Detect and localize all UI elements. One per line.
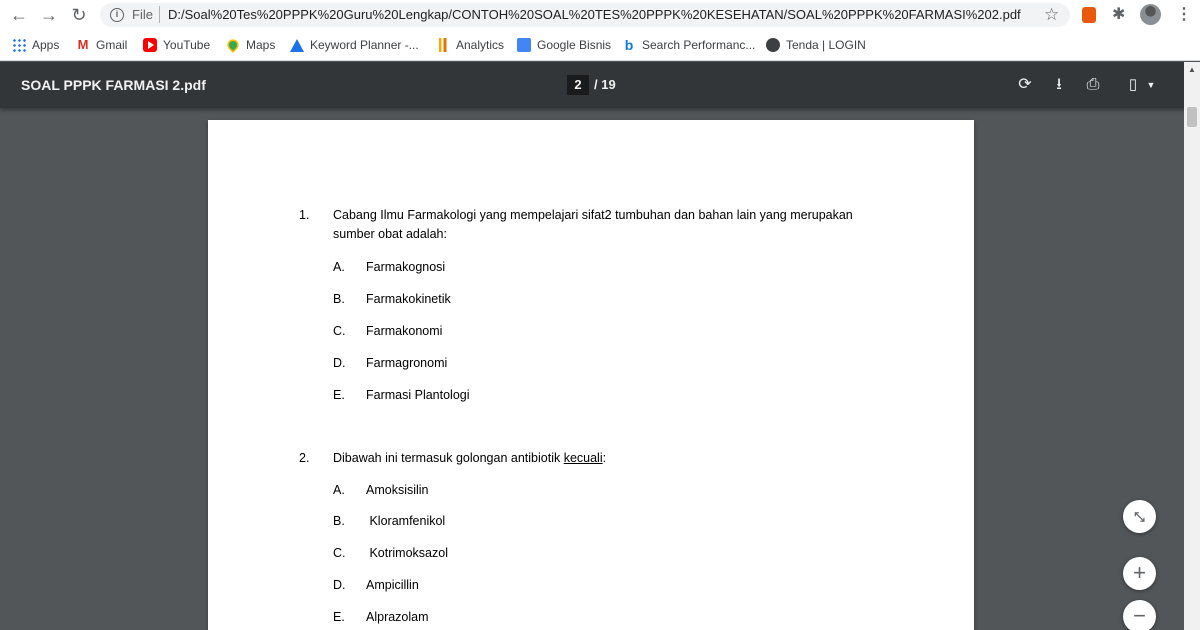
bookmark-label: Gmail	[96, 38, 128, 52]
rotate-icon[interactable]: ⟳	[1018, 76, 1032, 93]
option-letter: E.	[333, 610, 345, 624]
page-total: / 19	[594, 77, 616, 92]
bookmark-star-icon[interactable]: ☆	[1044, 5, 1060, 24]
globe-icon	[766, 38, 780, 52]
page-number-input[interactable]: 2	[567, 75, 589, 95]
download-icon[interactable]: ⭳	[1056, 76, 1062, 93]
pdf-title: SOAL PPPK FARMASI 2.pdf	[21, 77, 206, 93]
extension-icon[interactable]	[1082, 7, 1096, 23]
option-letter: D.	[333, 356, 346, 370]
kebab-menu-icon[interactable]: ⋮	[1176, 6, 1192, 23]
fit-to-page-button[interactable]	[1123, 500, 1156, 533]
pdf-page	[208, 120, 974, 630]
url-scheme: File	[132, 7, 153, 22]
bookmark-youtube[interactable]	[143, 37, 210, 53]
bookmark-maps[interactable]	[226, 37, 275, 53]
bing-icon: b	[624, 37, 634, 53]
puzzle-extensions-icon[interactable]: ✱	[1112, 6, 1126, 23]
option-letter: E.	[333, 388, 345, 402]
url-text[interactable]: D:/Soal%20Tes%20PPPK%20Guru%20Lengkap/CONTOH%20SOAL%20TES%20PPPK%20KESEHATAN/SOAL%20PPPK%20FARMASI%202.pdf	[168, 7, 1021, 22]
forward-arrow-icon[interactable]: →	[40, 5, 58, 25]
bookmark-label: Maps	[246, 38, 276, 52]
analytics-icon	[436, 38, 450, 52]
info-icon[interactable]: i	[110, 8, 124, 22]
apps-grid-icon	[12, 38, 26, 52]
bookmark-tenda[interactable]	[766, 37, 866, 53]
bookmark-search-performance[interactable]	[622, 37, 755, 53]
back-arrow-icon[interactable]: ←	[10, 5, 28, 25]
bookmark-label: Apps	[32, 38, 60, 52]
bookmarks-bar	[0, 30, 1200, 61]
option-text: Kloramfenikol	[366, 514, 446, 528]
option-letter: A.	[333, 260, 345, 274]
bookmark-gmail[interactable]	[76, 37, 127, 53]
question-text	[333, 206, 893, 244]
gmail-icon: M	[77, 37, 89, 52]
bookmark-icon[interactable]: ▯	[1128, 76, 1138, 93]
bookmark-label: Google Bisnis	[537, 38, 612, 52]
google-business-icon	[517, 38, 531, 52]
bookmark-label: Analytics	[456, 38, 505, 52]
bookmark-apps[interactable]	[12, 37, 59, 53]
bookmark-label: Search Performanc...	[642, 38, 756, 52]
question-text-line: Cabang Ilmu Farmakologi yang mempelajari sifat2 tumbuhan dan bahan lain yang merupakan	[333, 208, 853, 222]
option-letter: B.	[333, 514, 345, 528]
address-bar[interactable]	[100, 3, 1070, 27]
browser-toolbar	[0, 0, 1200, 30]
pdf-toolbar	[0, 62, 1200, 108]
bookmark-label: YouTube	[163, 38, 211, 52]
print-icon[interactable]: ⎙	[1086, 76, 1100, 93]
bookmark-google-bisnis[interactable]	[517, 37, 611, 53]
question-text-underlined: kecuali	[563, 451, 603, 465]
bookmark-keyword-planner[interactable]	[290, 37, 419, 53]
scrollbar[interactable]	[1184, 62, 1200, 630]
chevron-down-icon[interactable]: ▼	[1146, 80, 1156, 90]
zoom-out-button[interactable]: −	[1123, 600, 1156, 630]
question-text-suffix: :	[602, 451, 607, 465]
option-text: Kotrimoksazol	[366, 546, 448, 560]
zoom-in-button[interactable]: +	[1123, 557, 1156, 590]
bookmark-label: Tenda | LOGIN	[786, 38, 866, 52]
maps-icon	[225, 37, 241, 53]
google-ads-icon	[290, 39, 304, 52]
bookmark-analytics[interactable]	[436, 37, 504, 53]
option-text: Farmasi Plantologi	[366, 388, 470, 402]
option-text: Farmagronomi	[366, 356, 448, 370]
option-letter: D.	[333, 578, 346, 592]
bookmark-label: Keyword Planner -...	[310, 38, 419, 52]
option-letter: C.	[333, 324, 346, 338]
question-text-line: sumber obat adalah:	[333, 227, 447, 241]
question-number: 2.	[299, 451, 310, 465]
fit-to-page-icon: ⤡	[1134, 509, 1145, 524]
option-text: Amoksisilin	[366, 483, 429, 497]
profile-avatar[interactable]	[1140, 4, 1161, 25]
youtube-icon	[143, 38, 157, 52]
question-text	[333, 449, 893, 468]
scroll-up-arrow-icon[interactable]: ▲	[1188, 65, 1196, 74]
option-text: Farmakokinetik	[366, 292, 451, 306]
option-text: Farmakognosi	[366, 260, 446, 274]
question-text-prefix: Dibawah ini termasuk golongan antibiotik	[333, 451, 564, 465]
option-text: Ampicillin	[366, 578, 419, 592]
reload-icon[interactable]: ↻	[71, 5, 87, 25]
option-letter: A.	[333, 483, 345, 497]
option-letter: B.	[333, 292, 345, 306]
question-number: 1.	[299, 208, 310, 222]
option-text: Farmakonomi	[366, 324, 443, 338]
option-letter: C.	[333, 546, 346, 560]
option-text: Alprazolam	[366, 610, 429, 624]
scrollbar-thumb[interactable]	[1187, 107, 1197, 127]
divider	[159, 6, 160, 23]
